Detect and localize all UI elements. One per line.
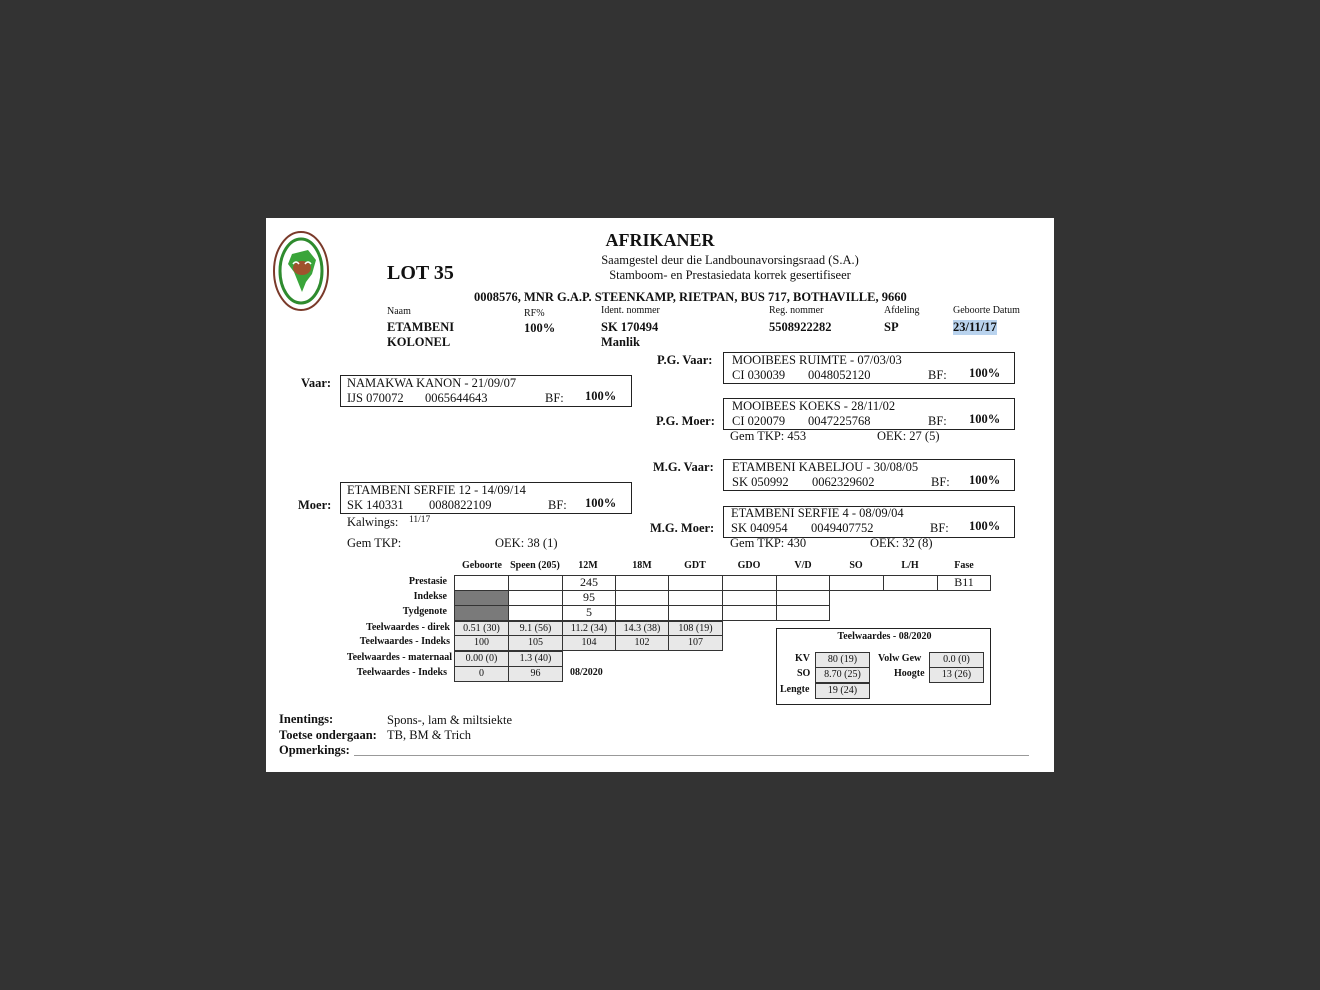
indekse-gdt — [668, 590, 723, 606]
tydgenote-gdt — [668, 605, 723, 621]
inentings-label: Inentings: — [279, 712, 334, 726]
name-label: Naam — [387, 306, 411, 317]
pg-moer-gem-tkp: Gem TKP: 453 — [730, 429, 807, 443]
pg-vaar-name: MOOIBEES RUIMTE - 07/03/03 — [732, 353, 902, 367]
prestasie-lh — [883, 575, 938, 591]
indekse-vd — [776, 590, 830, 606]
vaar-reg: 0065644643 — [425, 391, 488, 405]
compiled-by: Saamgestel deur die Landbounavorsingsraad (S.A.) — [601, 253, 859, 267]
kv-value: 80 (19) — [815, 652, 870, 668]
col-gdt: GDT — [684, 560, 706, 571]
tydgenote-gdo — [722, 605, 777, 621]
volw-gew-label: Volw Gew — [878, 653, 922, 664]
col-geboorte: Geboorte — [462, 560, 502, 571]
owner-line: 0008576, MNR G.A.P. STEENKAMP, RIETPAN, BUS 717, BOTHAVILLE, 9660 — [474, 290, 907, 304]
pg-vaar-id: CI 030039 — [732, 368, 786, 382]
moer-gem-tkp: Gem TKP: — [347, 536, 402, 550]
tydgenote-geboorte — [454, 605, 509, 621]
reg-label: Reg. nommer — [769, 305, 824, 316]
row-tw-direk: Teelwaardes - direk — [366, 622, 450, 633]
moer-id: SK 140331 — [347, 498, 404, 512]
opmerkings-line — [354, 755, 1029, 756]
pg-vaar-bf: 100% — [969, 366, 1001, 380]
prestasie-12m: 245 — [562, 575, 616, 591]
birth-label: Geboorte Datum — [953, 305, 1020, 316]
direk-indeks-speen: 105 — [508, 635, 563, 651]
row-tw-indeks: Teelwaardes - Indeks — [359, 636, 450, 647]
indekse-gdo — [722, 590, 777, 606]
pg-moer-box — [723, 398, 1015, 430]
row-tw-maternaal: Teelwaardes - maternaal — [346, 652, 452, 663]
breed-title: AFRIKANER — [605, 230, 715, 250]
mg-moer-box — [723, 506, 1015, 538]
afdeling-value: SP — [884, 320, 899, 334]
pg-moer-reg: 0047225768 — [808, 414, 871, 428]
lengte-value: 19 (24) — [815, 683, 870, 699]
vaar-bf-label: BF: — [545, 391, 564, 405]
prestasie-vd — [776, 575, 830, 591]
row-indekse: Indekse — [413, 591, 447, 602]
mg-moer-reg: 0049407752 — [811, 521, 874, 535]
hoogte-label: Hoogte — [894, 668, 925, 679]
prestasie-so — [829, 575, 884, 591]
moer-bf-label: BF: — [548, 498, 567, 512]
maternaal-indeks-speen: 96 — [508, 666, 563, 682]
prestasie-gdt — [668, 575, 723, 591]
mg-vaar-name: ETAMBENI KABELJOU - 30/08/05 — [732, 460, 919, 474]
hoogte-value: 13 (26) — [929, 667, 984, 683]
prestasie-18m — [615, 575, 669, 591]
mg-vaar-bf: 100% — [969, 473, 1001, 487]
moer-oek: OEK: 38 (1) — [495, 536, 558, 550]
birth-value: 23/11/17 — [953, 320, 997, 334]
pg-moer-name: MOOIBEES KOEKS - 28/11/02 — [732, 399, 896, 413]
vaar-label: Vaar: — [301, 376, 332, 390]
row-tw-indeks-2: Teelwaardes - Indeks — [356, 667, 447, 678]
mg-moer-gem-tkp: Gem TKP: 430 — [730, 536, 807, 550]
maternaal-indeks-geboorte: 0 — [454, 666, 509, 682]
pg-vaar-label: P.G. Vaar: — [657, 353, 713, 367]
prestasie-geboorte — [454, 575, 509, 591]
certified-line: Stamboom- en Prestasiedata korrek gesertifiseer — [609, 268, 851, 282]
animal-name-2: KOLONEL — [387, 335, 451, 349]
col-so: SO — [849, 560, 863, 571]
direk-indeks-gdt: 107 — [668, 635, 723, 651]
direk-geboorte: 0.51 (30) — [454, 621, 509, 636]
col-12m: 12M — [578, 560, 598, 571]
reg-value: 5508922282 — [769, 320, 832, 334]
teelwaardes-box — [776, 628, 991, 705]
animal-name-1: ETAMBENI — [387, 320, 455, 334]
col-lh: L/H — [901, 560, 919, 571]
vaar-bf: 100% — [585, 389, 617, 403]
prestasie-speen — [508, 575, 563, 591]
mg-vaar-reg: 0062329602 — [812, 475, 875, 489]
volw-gew-value: 0.0 (0) — [929, 652, 984, 668]
so-label: SO — [797, 668, 811, 679]
moer-label: Moer: — [298, 498, 332, 512]
mg-vaar-label: M.G. Vaar: — [653, 460, 714, 474]
direk-12m: 11.2 (34) — [562, 621, 616, 636]
so-value: 8.70 (25) — [815, 667, 870, 683]
direk-indeks-18m: 102 — [615, 635, 669, 651]
row-prestasie: Prestasie — [408, 576, 447, 587]
row-tydgenote: Tydgenote — [402, 606, 447, 617]
tydgenote-speen — [508, 605, 563, 621]
moer-reg: 0080822109 — [429, 498, 492, 512]
mg-moer-id: SK 040954 — [731, 521, 788, 535]
mg-vaar-bf-label: BF: — [931, 475, 950, 489]
opmerkings-label: Opmerkings: — [279, 743, 350, 757]
pg-moer-id: CI 020079 — [732, 414, 786, 428]
prestasie-gdo — [722, 575, 777, 591]
col-fase: Fase — [954, 560, 974, 571]
moer-kalwings: 11/17 — [409, 515, 431, 525]
moer-box — [340, 482, 632, 514]
moer-name: ETAMBENI SERFIE 12 - 14/09/14 — [347, 483, 526, 497]
inentings-value: Spons-, lam & miltsiekte — [387, 713, 512, 727]
col-gdo: GDO — [737, 560, 761, 571]
moer-kalwings-label: Kalwings: — [347, 515, 399, 529]
direk-gdt: 108 (19) — [668, 621, 723, 636]
sex-value: Manlik — [601, 335, 640, 349]
lot-number: LOT 35 — [387, 262, 454, 284]
performance-date: 08/2020 — [570, 667, 603, 678]
indekse-speen — [508, 590, 563, 606]
toetse-label: Toetse ondergaan: — [279, 728, 377, 742]
col-18m: 18M — [632, 560, 652, 571]
pg-moer-bf: 100% — [969, 412, 1001, 426]
pg-moer-label: P.G. Moer: — [656, 414, 715, 428]
pg-vaar-reg: 0048052120 — [808, 368, 871, 382]
pg-moer-bf-label: BF: — [928, 414, 947, 428]
direk-speen: 9.1 (56) — [508, 621, 563, 636]
col-speen: Speen (205) — [510, 560, 560, 571]
direk-indeks-12m: 104 — [562, 635, 616, 651]
direk-indeks-geboorte: 100 — [454, 635, 509, 651]
lengte-label: Lengte — [780, 684, 810, 695]
tydgenote-vd — [776, 605, 830, 621]
indekse-geboorte — [454, 590, 509, 606]
tydgenote-18m — [615, 605, 669, 621]
indekse-18m — [615, 590, 669, 606]
mg-vaar-id: SK 050992 — [732, 475, 789, 489]
vaar-box — [340, 375, 632, 407]
ident-label: Ident. nommer — [601, 305, 660, 316]
prestasie-fase: B11 — [937, 575, 991, 591]
afdeling-label: Afdeling — [884, 305, 920, 316]
mg-moer-name: ETAMBENI SERFIE 4 - 08/09/04 — [731, 506, 904, 520]
mg-moer-bf: 100% — [969, 519, 1001, 533]
col-vd: V/D — [794, 560, 812, 571]
pg-vaar-box — [723, 352, 1015, 384]
rf-value: 100% — [524, 321, 556, 335]
tydgenote-12m: 5 — [562, 605, 616, 621]
direk-18m: 14.3 (38) — [615, 621, 669, 636]
pg-moer-oek: OEK: 27 (5) — [877, 429, 940, 443]
certificate-page — [266, 218, 1054, 772]
mg-moer-oek: OEK: 32 (8) — [870, 536, 933, 550]
maternaal-speen: 1.3 (40) — [508, 651, 563, 667]
teelwaardes-box-title: Teelwaardes - 08/2020 — [837, 631, 932, 642]
moer-bf: 100% — [585, 496, 617, 510]
mg-vaar-box — [723, 459, 1015, 491]
ident-value: SK 170494 — [601, 320, 659, 334]
maternaal-geboorte: 0.00 (0) — [454, 651, 509, 667]
indekse-12m: 95 — [562, 590, 616, 606]
vaar-id: IJS 070072 — [347, 391, 404, 405]
mg-moer-label: M.G. Moer: — [650, 521, 715, 535]
toetse-value: TB, BM & Trich — [387, 728, 472, 742]
kv-label: KV — [795, 653, 810, 664]
vaar-name: NAMAKWA KANON - 21/09/07 — [347, 376, 517, 390]
rf-label: RF% — [524, 308, 545, 319]
mg-moer-bf-label: BF: — [930, 521, 949, 535]
pg-vaar-bf-label: BF: — [928, 368, 947, 382]
